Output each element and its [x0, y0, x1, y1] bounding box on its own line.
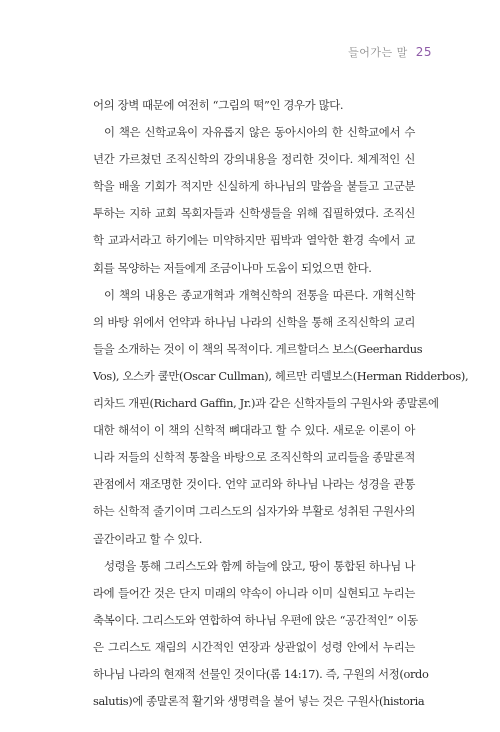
text-line: 은 그리스도 재림의 시간적인 연장과 상관없이 성령 안에서 누리는: [93, 639, 415, 654]
text-line: 리차드 개핀(Richard Gaffin, Jr.)과 같은 신학자들의 구원사와 종말론에: [93, 396, 439, 411]
text-line: 성령을 통해 그리스도와 함께 하늘에 앉고, 땅이 통합된 하나님 나: [104, 558, 415, 573]
text-line: 들을 소개하는 것이 이 책의 목적이다. 게르할더스 보스(Geerhardus: [93, 341, 423, 356]
text-line: 라에 들어간 것은 단지 미래의 약속이 아니라 이미 실현되고 누리는: [93, 585, 415, 600]
text-line: 대한 해석이 이 책의 신학적 뼈대라고 할 수 있다. 새로운 이론이 아: [93, 423, 415, 438]
running-header: [348, 44, 432, 60]
text-line: 하나님 나라의 현재적 선물인 것이다(롬 14:17). 즉, 구원의 서정(ordo: [93, 666, 429, 681]
text-line: 이 책의 내용은 종교개혁과 개혁신학의 전통을 따른다. 개혁신학: [104, 287, 415, 302]
text-line: 하는 신학적 줄기이며 그리스도의 십자가와 부활로 성취된 구원사의: [93, 504, 415, 519]
text-line: 의 바탕 위에서 언약과 하나님 나라의 신학을 통해 조직신학의 교리: [93, 314, 415, 329]
text-line: 골간이라고 할 수 있다.: [93, 531, 202, 546]
text-line: 어의 장벽 때문에 여전히 “그림의 떡”인 경우가 많다.: [93, 98, 344, 112]
page-number: 25: [415, 45, 432, 59]
text-line: 관점에서 재조명한 것이다. 언약 교리와 하나님 나라는 성경을 관통: [93, 477, 415, 492]
text-line: salutis)에 종말론적 활기와 생명력을 불어 넣는 것은 구원사(historia: [93, 694, 425, 709]
text-line: Vos), 오스카 쿨만(Oscar Cullman), 헤르만 리델보스(Herman Ridderbos),: [93, 368, 469, 383]
text-line: 년간 가르쳤던 조직신학의 강의내용을 정리한 것이다. 체계적인 신: [93, 152, 415, 167]
body-text: [93, 92, 469, 715]
text-line: 학 교과서라고 하기에는 미약하지만 핍박과 열악한 환경 속에서 교: [93, 233, 415, 248]
text-line: 회를 목양하는 저들에게 조금이나마 도움이 되었으면 한다.: [93, 260, 372, 275]
chapter-title: 들어가는 말: [348, 46, 408, 59]
text-line: 니라 저들의 신학적 통찰을 바탕으로 조직신학의 교리들을 종말론적: [93, 450, 415, 465]
text-line: 학을 배울 기회가 적지만 신실하게 하나님의 말씀을 붙들고 고군분: [93, 179, 415, 194]
text-line: 축복이다. 그리스도와 연합하여 하나님 우편에 앉은 “공간적인” 이동: [93, 612, 418, 627]
text-line: 이 책은 신학교육이 자유롭지 않은 동아시아의 한 신학교에서 수: [104, 125, 415, 140]
text-line: 투하는 지하 교회 목회자들과 신학생들을 위해 집필하였다. 조직신: [93, 206, 415, 221]
